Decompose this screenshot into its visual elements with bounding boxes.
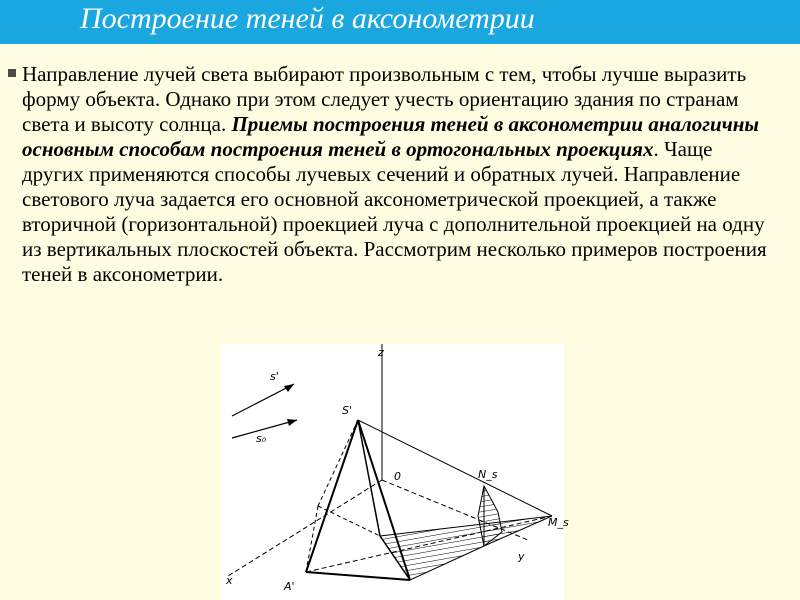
pyramid-base-1 (306, 572, 410, 580)
pyramid-edge-1 (306, 420, 358, 572)
title-bar (0, 0, 800, 44)
label-apex: S' (342, 404, 353, 417)
label-a-prime: A' (284, 580, 295, 593)
bullet-marker (8, 69, 16, 77)
shadow-region (380, 516, 552, 580)
paragraph (22, 62, 778, 287)
pyramid-base-hidden-2 (318, 506, 380, 536)
label-ns: N_s (478, 468, 498, 481)
pyramid-base-hidden-1 (306, 506, 318, 572)
label-origin: 0 (394, 470, 401, 483)
ray-apex-to-ms (358, 420, 552, 516)
paragraph-emphasis: Приемы построения теней в аксонометрии аналогичны основным способам построения теней в ортогональных проекциях (22, 112, 759, 161)
paragraph-rest: . Чаще других применяются способы лучевых сечений и обратных лучей. Направление светового луча задается его основной аксонометрической проекцией, а также вторичной (горизонтальной) проекцией луча с дополнительной проекцией на одну из вертикальных плоскостей объекта. Рассмотрим несколько примеров построения теней в аксонометрии. (22, 137, 767, 286)
label-y-axis: y (518, 550, 525, 563)
slide-title: Построение теней в аксонометрии (80, 2, 535, 35)
label-s-prime: s' (270, 370, 279, 383)
light-ray-s-prime (232, 384, 294, 416)
x-axis-line (228, 480, 382, 576)
label-s-zero: s₀ (256, 432, 267, 445)
figure-drawing (222, 344, 569, 600)
arrow-head-s-prime (284, 384, 294, 392)
pyramid-edge-2 (358, 420, 410, 580)
paragraph-intro: Направление лучей света выбирают произвольным с тем, чтобы лучше выразить форму объекта. Однако при этом следует учесть ориентацию здания по странам света и высоту солнца. (22, 62, 747, 136)
body-text (8, 62, 778, 287)
arrow-head-s-zero (287, 419, 297, 426)
pyramid-hidden-edge (318, 420, 358, 506)
label-ms: M_s (548, 516, 569, 529)
label-z-axis: z (378, 346, 384, 359)
label-x-axis: x (226, 574, 233, 587)
shadow-construction-figure (222, 344, 569, 600)
